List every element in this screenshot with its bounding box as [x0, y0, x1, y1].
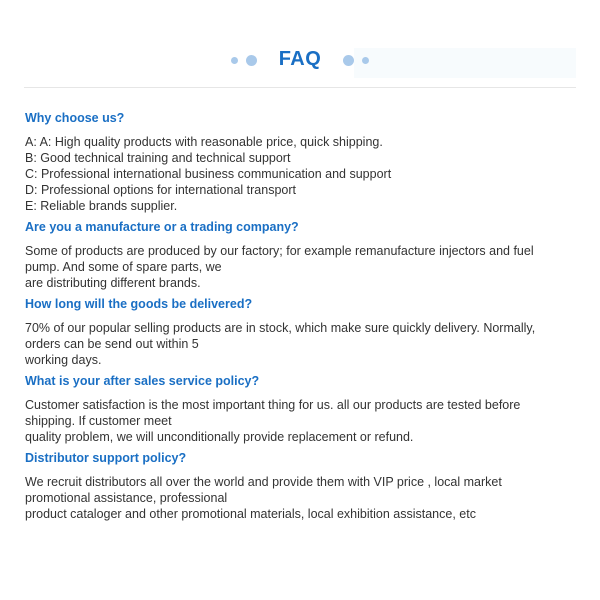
faq-item: [25, 296, 555, 368]
left-decorative-dots: [231, 55, 257, 66]
dot-icon: [246, 55, 257, 66]
dot-icon: [362, 57, 369, 64]
faq-answer-line: product cataloger and other promotional materials, local exhibition assistance, etc: [25, 507, 476, 521]
faq-answer-line: promotional assistance, professional: [25, 491, 228, 505]
faq-answer: [25, 243, 555, 291]
page-title: FAQ: [278, 48, 322, 70]
faq-answer-line: E: Reliable brands supplier.: [25, 199, 178, 213]
faq-question: Why choose us?: [25, 111, 125, 125]
faq-answer-line: Customer satisfaction is the most important thing for us. all our products are tested before: [25, 398, 521, 412]
faq-question: How long will the goods be delivered?: [25, 297, 253, 311]
faq-answer-line: orders can be send out within 5: [25, 337, 199, 351]
faq-answer-line: 70% of our popular selling products are in stock, which make sure quickly delivery. Normally,: [25, 321, 536, 335]
faq-question: What is your after sales service policy?: [25, 374, 260, 388]
faq-answer-line: A: A: High quality products with reasonable price, quick shipping.: [25, 135, 383, 149]
faq-answer-line: C: Professional international business communication and support: [25, 167, 392, 181]
faq-answer-line: We recruit distributors all over the world and provide them with VIP price , local market: [25, 475, 502, 489]
faq-item: [25, 373, 555, 445]
faq-question: Distributor support policy?: [25, 451, 187, 465]
faq-header: [24, 44, 576, 88]
faq-answer: [25, 397, 555, 445]
faq-list: [25, 110, 555, 527]
faq-answer-line: shipping. If customer meet: [25, 414, 172, 428]
faq-answer-line: pump. And some of spare parts, we: [25, 260, 222, 274]
faq-answer-line: D: Professional options for international transport: [25, 183, 296, 197]
faq-answer: [25, 320, 555, 368]
faq-item: [25, 450, 555, 522]
header-background-band: [354, 48, 576, 78]
faq-answer-line: quality problem, we will unconditionally provide replacement or refund.: [25, 430, 414, 444]
faq-answer: [25, 474, 555, 522]
faq-answer-line: are distributing different brands.: [25, 276, 201, 290]
right-decorative-dots: [343, 55, 369, 66]
faq-item: [25, 219, 555, 291]
faq-item: [25, 110, 555, 214]
faq-question: Are you a manufacture or a trading company?: [25, 220, 299, 234]
faq-answer-line: working days.: [25, 353, 102, 367]
dot-icon: [231, 57, 238, 64]
faq-answer-line: B: Good technical training and technical support: [25, 151, 291, 165]
dot-icon: [343, 55, 354, 66]
faq-answer: [25, 134, 555, 214]
faq-answer-line: Some of products are produced by our factory; for example remanufacture injectors and fuel: [25, 244, 534, 258]
